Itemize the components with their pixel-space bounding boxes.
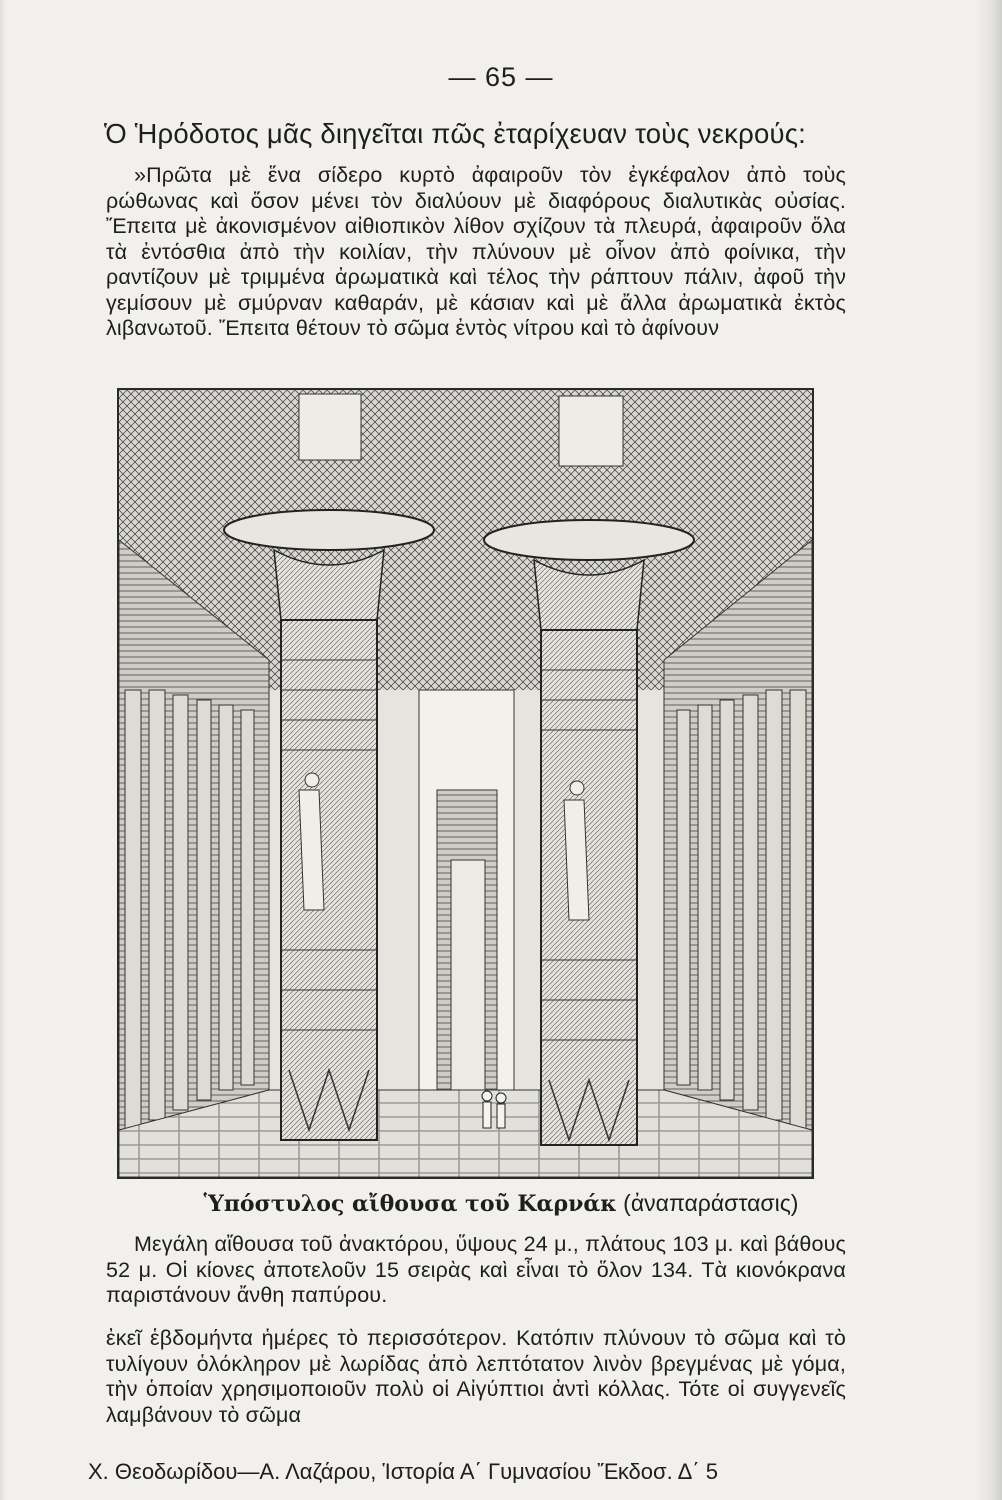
floor [119,1090,812,1177]
top-paragraph-text: »Πρῶτα μὲ ἕνα σίδερο κυρτὸ ἀφαιροῦν τὸν ἐγκέφαλον ἀπὸ τοὺς ρώθωνας καὶ ὅσον μένει τὸν διαλύουν μὲ διαφόρους διαλυτικὰς οὐσίας. Ἔπειτα μὲ ἀκονισμένον αἰθιοπικὸν λίθον σχίζουν τὰ πλευρά, ἀφαιροῦν ὅλα τὰ ἐντόσθια ἀπὸ τὴν κοιλίαν, τὴν πλύνουν μὲ οἶνον ἀπὸ φοίνικα, τὴν ραντίζουν μὲ τριμμένα ἀρωματικὰ καὶ τέλος τὴν ράπτουν πάλιν, ἀφοῦ τὴν γεμίσουν μὲ σμύρναν καθαράν, μὲ κάσιαν καὶ μὲ ἄλλα ἀρωματικὰ ἐκτὸς λιβανωτοῦ. Ἔπειτα θέτουν τὸ σῶμα ἐντὸς νίτρου καὶ τὸ ἀφίνουν [106,163,846,340]
caption-description [106,1232,846,1309]
roof-block-right [559,396,623,466]
bottom-paragraph [106,1326,846,1428]
section-heading: Ὁ Ἡρόδοτος μᾶς διηγεῖται πῶς ἐταρίχευαν τοὺς νεκρούς: [104,118,806,149]
bottom-paragraph-text: ἐκεῖ ἑβδομήντα ἡμέρες τὸ περισσότερον. Κατόπιν πλύνουν τὸ σῶμα καὶ τὸ τυλίγουν ὁλόκληρον μὲ λωρίδας ἀπὸ λεπτότατον λινὸν βρεγμένας μὲ γόμα, τὴν ὁποίαν χρησιμοποιοῦν πολὺ οἱ Αἰγύπτιοι ἀντὶ κόλλας. Τότε οἱ συγγενεῖς λαμβάνουν τὸ σῶμα [106,1326,846,1427]
roof-block-left [299,394,361,460]
footer-signature: Χ. Θεοδωρίδου—Α. Λαζάρου, Ἱστορία Α΄ Γυμνασίου Ἔκδοσ. Δ΄ 5 [88,1459,718,1484]
caption-description-text: Μεγάλη αἴθουσα τοῦ ἀνακτόρου, ὕψους 24 μ., πλάτους 103 μ. καὶ βάθους 52 μ. Οἱ κίονες ἀποτελοῦν 15 σειρὰς καὶ εἶναι τὸ ὅλον 134. Τὰ κιονόκρανα παριστάνουν ἄνθη παπύρου. [106,1232,846,1307]
caption-title: Ὑπόστυλος αἴθουσα τοῦ Καρνάκ [203,1191,617,1217]
far-opening [451,860,485,1090]
engraving-svg [119,390,812,1177]
page-shadow [976,0,1002,1500]
karnak-hypostyle-illustration [117,388,814,1179]
figure-caption [0,1190,1002,1217]
caption-note: (ἀναπαράστασις) [616,1190,799,1216]
page-edge [0,0,6,1500]
top-paragraph [106,163,846,342]
page-number: — 65 — [448,62,554,92]
